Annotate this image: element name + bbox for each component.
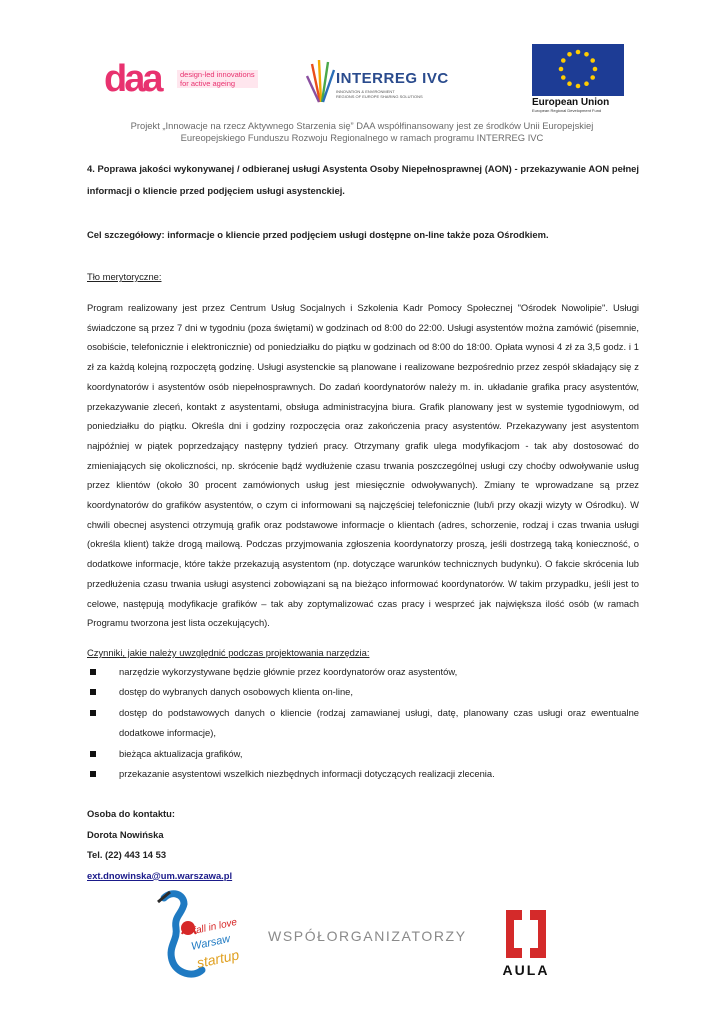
interreg-subtext-line-2: REGIONS OF EUROPE SHARING SOLUTIONS: [336, 94, 423, 99]
square-bullet-icon: [90, 771, 96, 777]
contact-name: Dorota Nowińska: [87, 828, 164, 840]
interreg-logo-text: INTERREG IVC: [336, 70, 449, 87]
daa-tagline-line-2: for active ageing: [180, 79, 236, 88]
list-item-text: bieżąca aktualizacja grafików,: [119, 747, 243, 759]
document-heading: 4. Poprawa jakości wykonywanej / odbieranej usługi Asystenta Osoby Niepełnosprawnej (AON) - przekazywanie AON pełnej informacji o kliencie przed podjęciem usługi asystenckiej.: [87, 163, 639, 196]
document-content: [87, 158, 639, 886]
interreg-rays-icon: [306, 58, 336, 104]
project-note-line-2: Eureopejskiego Funduszu Rozwoju Regionalnego w ramach programu INTERREG IVC: [180, 132, 544, 143]
daa-logo-tagline: [177, 70, 258, 88]
list-item: [87, 764, 639, 785]
daa-tagline-line-1: design-led innovations: [180, 70, 255, 79]
svg-text:fall in love: fall in love: [192, 916, 239, 937]
aula-logo-icon: [498, 908, 554, 960]
contact-email-link[interactable]: ext.dnowinska@um.warszawa.pl: [87, 869, 233, 881]
footer-logos: [0, 888, 724, 998]
list-item: [87, 662, 639, 683]
square-bullet-icon: [90, 751, 96, 757]
square-bullet-icon: [90, 710, 96, 716]
aula-logo: [498, 908, 554, 980]
header-logos: [0, 40, 724, 112]
interreg-logo-subtext: [336, 89, 423, 99]
square-bullet-icon: [90, 689, 96, 695]
list-item-text: narzędzie wykorzystywane będzie głównie przez koordynatorów oraz asystentów,: [119, 665, 458, 677]
contact-block: [87, 804, 639, 886]
factors-title: Czynniki, jakie należy uwzględnić podczas projektowania narzędzia:: [87, 646, 370, 658]
interreg-logo: [306, 54, 456, 108]
warsaw-startup-logo-icon: [154, 888, 258, 984]
list-item-text: przekazanie asystentowi wszelkich niezbędnych informacji dotyczących realizacji zlecenia.: [119, 768, 495, 780]
interreg-subtext-line-1: INNOVATION & ENVIRONMENT: [336, 89, 395, 94]
daa-logo: [104, 58, 255, 100]
eu-flag-icon: [532, 44, 624, 96]
background-paragraph: Program realizowany jest przez Centrum Usług Socjalnych i Szkolenia Kadr Pomocy Społecznej "Ośrodek Nowolipie". Usługi świadczone są przez 7 dni w tygodniu (poza świętami) w godzinach od 8:00 do 22:00. Usługi asystentów można zamówić (pisemnie, osobiście, telefonicznie i elektronicznie) od poniedziałku do piątku w godzinach od 8:00 do 18:00. Opłata wynosi 4 zł za 3,5 godz. i 1 zł za każdą kolejną rozpoczętą godzinę. Usługi asystenckie są planowane i realizowane bezpośrednio przez zespół składający się z koordynatorów i asystentów osób niepełnosprawnych. Do zadań koordynatorów należy m. in. układanie grafika pracy asystentów, przekazywanie zleceń, kontakt z asystentami, obsługa administracyjna biura. Grafik planowany jest w systemie tygodniowym, od poniedziałku do piątku. Określa dni i godziny rozpoczęcia oraz zakończenia pracy asystentów. Przekazywany jest asystentom najpóźniej w piątek poprzedzający następny tydzień pracy. Otrzymany grafik ulega modyfikacjom - tak aby dostosować do zmieniających się okoliczności, np. skrócenie bądź wydłużenie czasu trwania poszczególnej usługi czy choćby odwoływanie usług przez klientów (około 30 procent zamówionych usług jest miesięcznie odwoływanych). Zmiany te wprowadzane są przez koordynatorów do grafików asystentów, o czym ci informowani są najczęściej telefonicznie (lub/i przy okazji wizyty w Ośrodku). W chwili obecnej asystenci otrzymują grafik oraz podstawowe informacje o klientach (adres, schorzenie, rodzaj i czas trwania usługi (określa klient) także drogą mailową. Podczas przyjmowania zgłoszenia koordynatorzy proszą, jeśli dostrzegą taką konieczność, o dodatkowe informacje, które także przekazują asystentom (np. dotyczące warunków technicznych budynku). O fakcie skrócenia lub przedłużenia czasu trwania usługi asystenci zobowiązani są na bieżąco informować koordynatorów. W takim przypadku, jeśli jest to celowe, następują modyfikacje grafików – tak aby zoptymalizować czas pracy i wesprzeć jak największa ilość osób (w ramach Programu tworzona jest lista oczekujących).: [87, 302, 639, 629]
svg-text:startup: startup: [195, 946, 241, 971]
list-item: [87, 703, 639, 744]
list-item-text: dostęp do wybranych danych osobowych klienta on-line,: [119, 686, 353, 698]
goal-statement: Cel szczegółowy: informacje o kliencie przed podjęciem usługi dostępne on-line także poza Ośrodkiem.: [87, 229, 549, 240]
square-bullet-icon: [90, 669, 96, 675]
list-item: [87, 744, 639, 765]
contact-phone: Tel. (22) 443 14 53: [87, 849, 167, 861]
warsaw-startup-logo: [154, 888, 258, 984]
list-item-text: dostęp do podstawowych danych o kliencie (rodzaj zamawianej usługi, datę, planowany czas usługi oraz ewentualne dodatkowe informacje),: [119, 706, 639, 739]
eu-logo: [532, 44, 624, 113]
aula-logo-text: AULA: [502, 962, 550, 978]
daa-logo-mark: daa: [104, 58, 161, 100]
eu-stars-icon: [532, 44, 624, 96]
section-title-background: Tło merytoryczne:: [87, 271, 162, 282]
eu-logo-name: European Union: [532, 97, 610, 108]
project-note-line-1: Projekt „Innowacje na rzecz Aktywnego Starzenia się” DAA współfinansowany jest ze środków Unii Europejskiej: [130, 120, 594, 131]
eu-logo-subtext: European Regional Development Fund: [532, 108, 602, 113]
svg-text:Warsaw: Warsaw: [190, 932, 232, 953]
project-funding-note: [90, 120, 634, 144]
factors-list: [87, 662, 639, 785]
coorganizers-label: WSPÓŁORGANIZATORZY: [268, 928, 467, 944]
contact-label: Osoba do kontaktu:: [87, 807, 176, 819]
list-item: [87, 682, 639, 703]
